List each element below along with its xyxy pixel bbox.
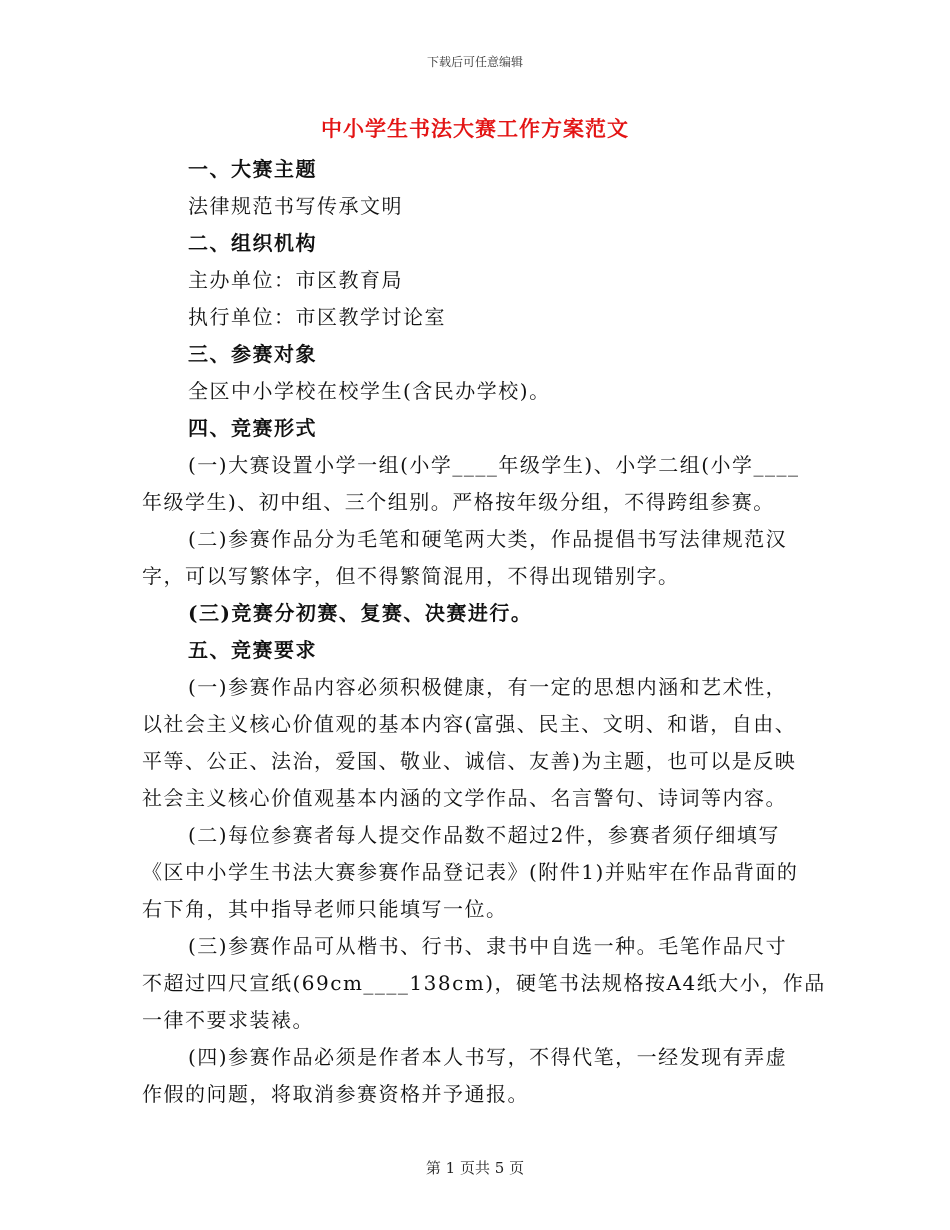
paragraph-line: 年级学生)、初中组、三个组别。严格按年级分组，不得跨组参赛。 bbox=[142, 490, 775, 514]
paragraph-line: (二)参赛作品分为毛笔和硬笔两大类，作品提倡书写法律规范汉 bbox=[188, 527, 788, 551]
paragraph-line: 社会主义核心价值观基本内涵的文学作品、名言警句、诗词等内容。 bbox=[142, 786, 787, 810]
paragraph-line: 右下角，其中指导老师只能填写一位。 bbox=[142, 897, 508, 921]
paragraph-line: 法律规范书写传承文明 bbox=[188, 194, 403, 218]
section-heading-format: 四、竞赛形式 bbox=[188, 416, 317, 440]
paragraph-line: 字，可以写繁体字，但不得繁简混用，不得出现错别字。 bbox=[142, 564, 680, 588]
document-title: 中小学生书法大赛工作方案范文 bbox=[321, 116, 629, 141]
paragraph-line: (四)参赛作品必须是作者本人书写，不得代笔，一经发现有弄虚 bbox=[188, 1045, 788, 1069]
paragraph-line: 执行单位：市区教学讨论室 bbox=[188, 305, 446, 329]
paragraph-line: (二)每位参赛者每人提交作品数不超过2件，参赛者须仔细填写 bbox=[188, 823, 780, 847]
section-heading-organization: 二、组织机构 bbox=[188, 231, 317, 255]
page-header-note: 下载后可任意编辑 bbox=[426, 55, 523, 69]
paragraph-line: (一)参赛作品内容必须积极健康，有一定的思想内涵和艺术性， bbox=[188, 675, 788, 699]
paragraph-line: 《区中小学生书法大赛参赛作品登记表》(附件1)并贴牢在作品背面的 bbox=[142, 860, 799, 884]
section-heading-participants: 三、参赛对象 bbox=[188, 342, 317, 366]
page-number-footer: 第 1 页共 5 页 bbox=[425, 1159, 525, 1177]
paragraph-line: 主办单位：市区教育局 bbox=[188, 268, 403, 292]
paragraph-line: (三)参赛作品可从楷书、行书、隶书中自选一种。毛笔作品尺寸 bbox=[188, 934, 788, 958]
paragraph-line: 平等、公正、法治，爱国、敬业、诚信、友善)为主题，也可以是反映 bbox=[142, 749, 797, 773]
paragraph-line: (一)大赛设置小学一组(小学____年级学生)、小学二组(小学____ bbox=[188, 453, 800, 477]
paragraph-line-bold: (三)竞赛分初赛、复赛、决赛进行。 bbox=[188, 601, 533, 625]
paragraph-line: 作假的问题，将取消参赛资格并予通报。 bbox=[142, 1082, 529, 1106]
paragraph-line: 不超过四尺宣纸(69cm____138cm)，硬笔书法规格按A4纸大小，作品 bbox=[142, 971, 826, 995]
paragraph-line: 全区中小学校在校学生(含民办学校)。 bbox=[188, 379, 551, 403]
section-heading-requirements: 五、竞赛要求 bbox=[188, 638, 317, 662]
paragraph-line: 以社会主义核心价值观的基本内容(富强、民主、文明、和谐，自由、 bbox=[142, 712, 797, 736]
paragraph-line: 一律不要求装裱。 bbox=[142, 1008, 314, 1032]
section-heading-theme: 一、大赛主题 bbox=[188, 157, 317, 181]
